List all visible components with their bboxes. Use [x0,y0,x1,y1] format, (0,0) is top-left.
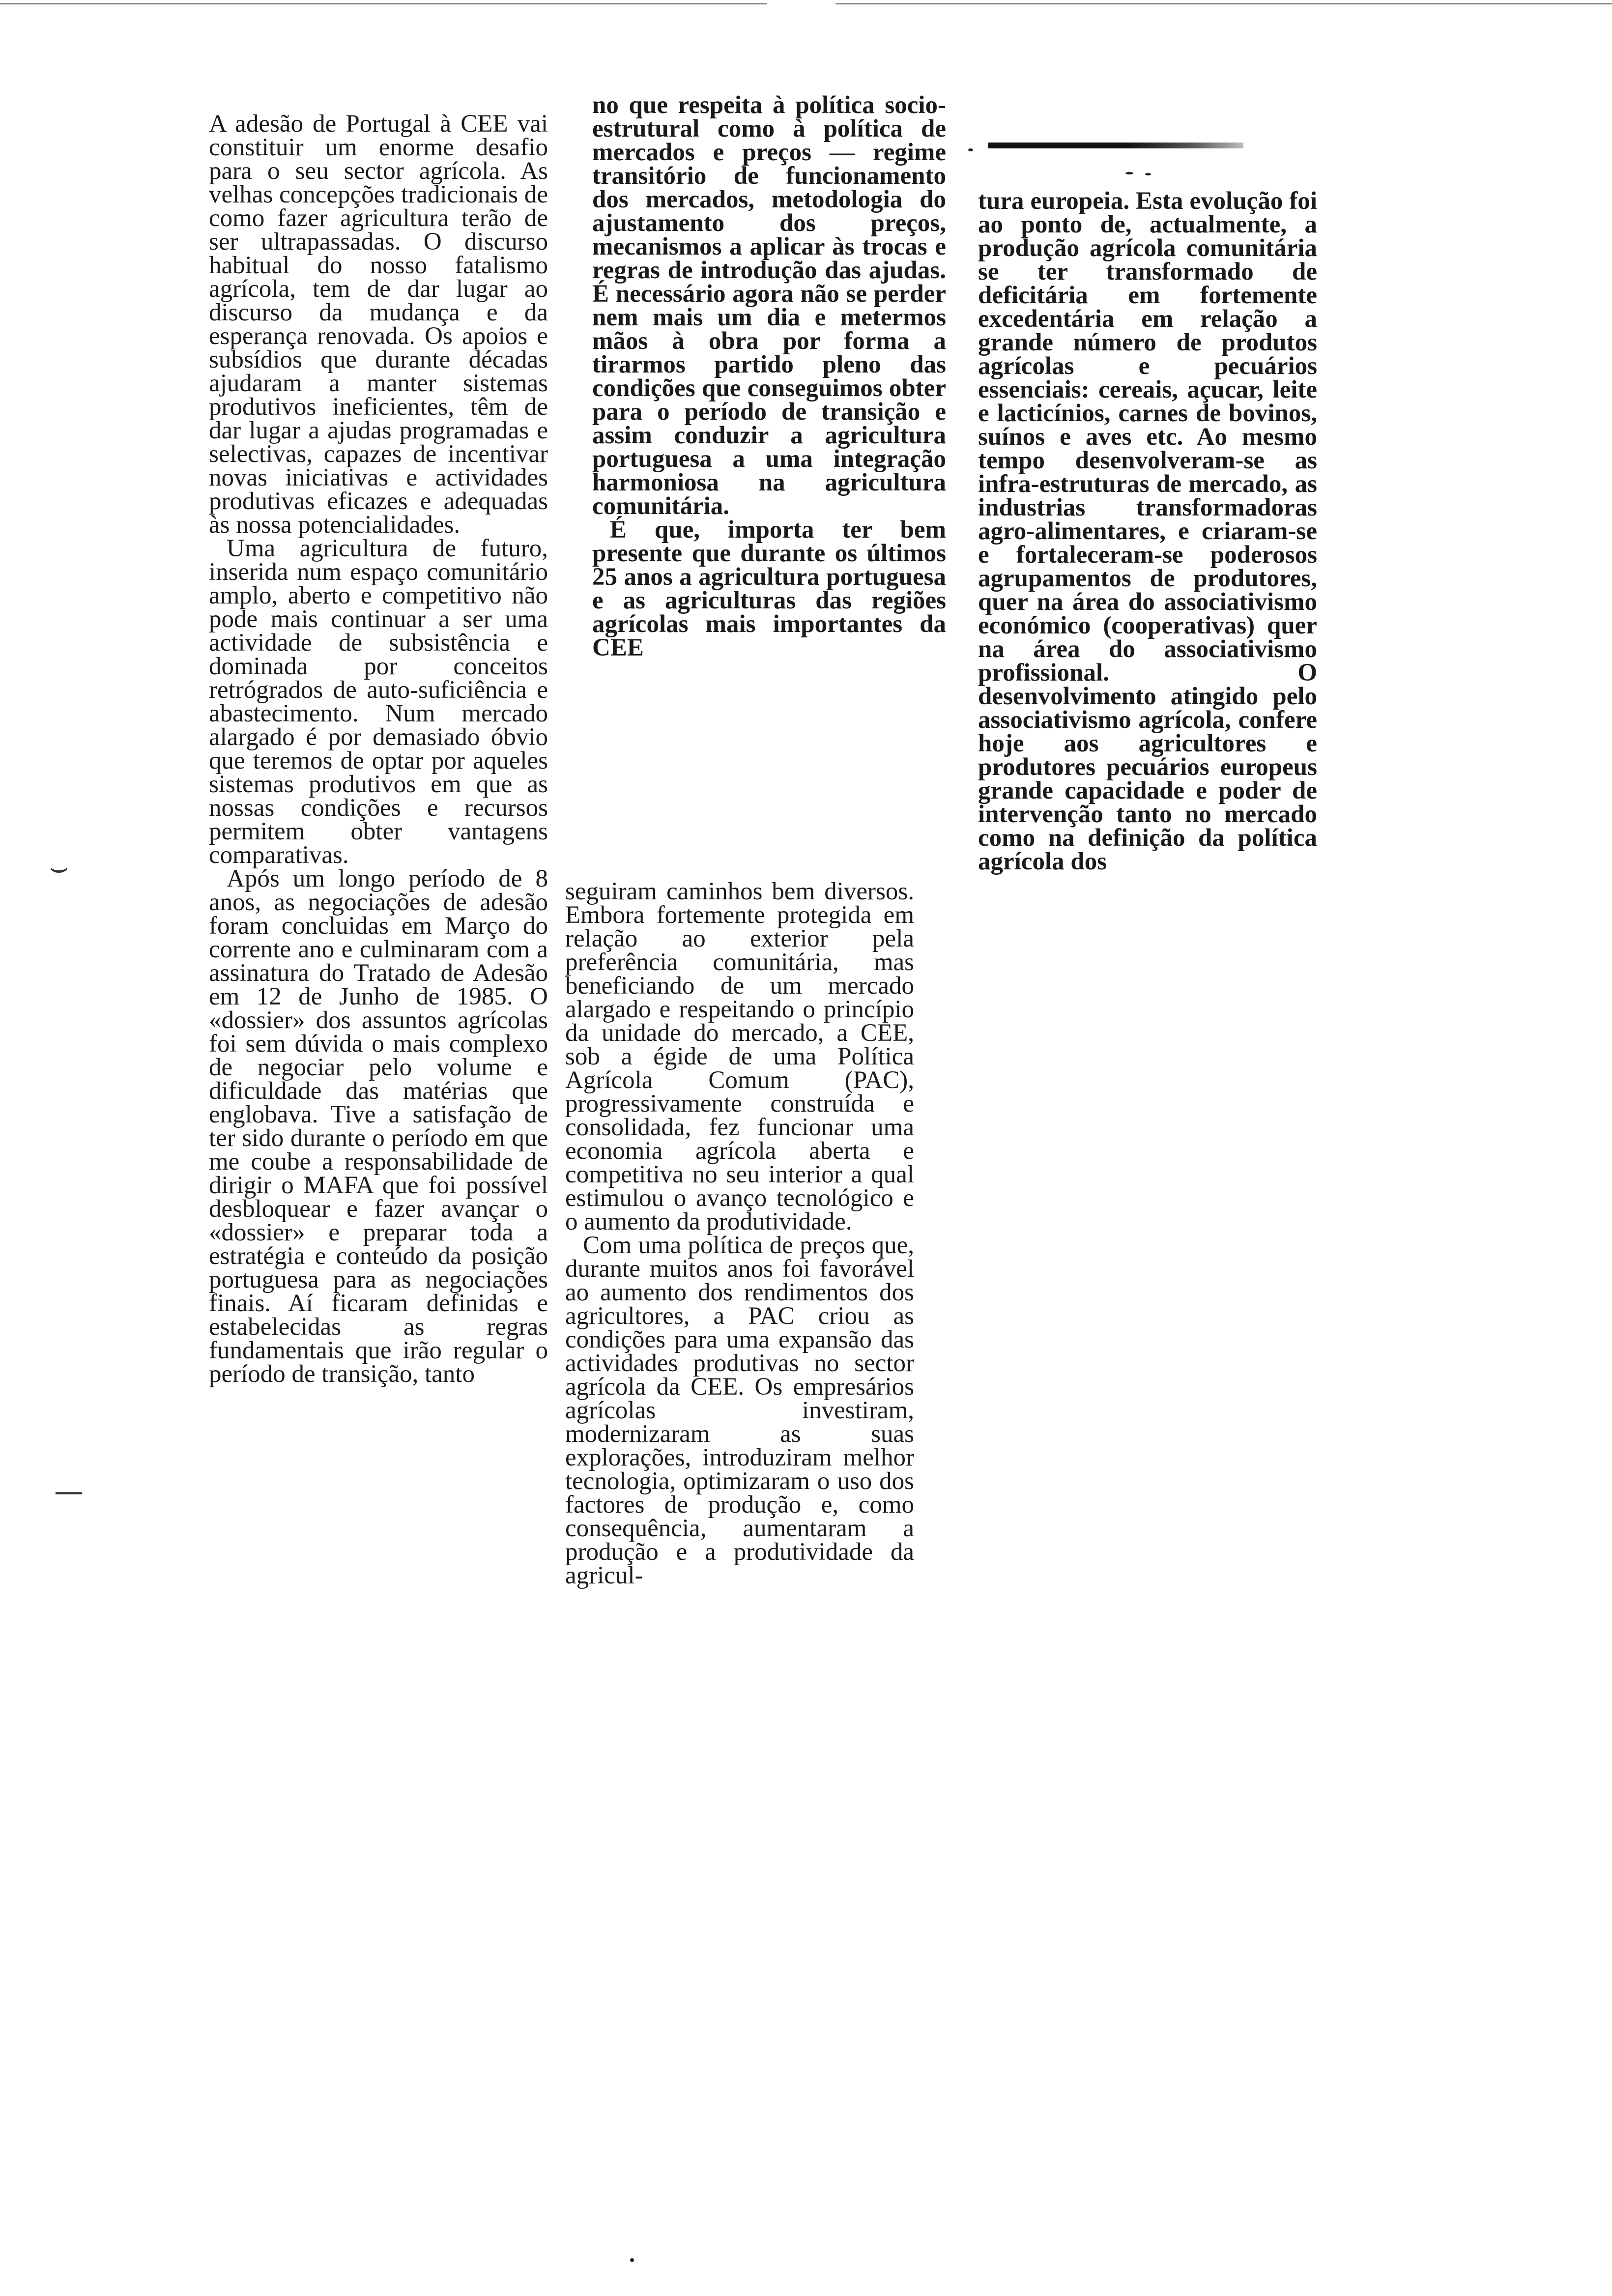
scan-artifact-dot [1145,173,1151,175]
article-column-3 [978,189,1317,1074]
article-column-2-top [592,93,946,860]
paragraph-5: É que, importa ter bem presente que durante os últimos 25 anos a agricultura portuguesa e as agriculturas das regiões agrícolas mais importantes da CEE [592,516,946,661]
scan-artifact-dot [968,148,973,151]
scan-artifact-dot [630,2258,634,2262]
scan-artifact-bar [988,143,1243,148]
paragraph-4: no que respeita à política socio-estrutural como à política de mercados e preços — regime transitório de funcionamento dos mercados, metodologia do ajustamento dos preços, mecanismos a aplicar às trocas e regras de introdução das ajudas. É necessário agora não se perder nem mais um dia e metermos mãos à obra por forma a tirarmos partido pleno das condições que conseguimos obter para o período de transição e assim conduzir a agricultura portuguesa a uma integração harmoniosa na agricultura comunitária. [592,91,946,520]
paragraph-7: Com uma política de preços que, durante muitos anos foi favorável ao aumento dos rendimentos dos agricultores, a PAC criou as condições para uma expansão das actividades produtivas no sector agrícola da CEE. Os empresários agrícolas investiram, modernizaram as suas explorações, introduziram melhor tecnologia, optimizaram o uso dos factores de produção e, como consequência, aumentaram a produção e a produtividade da agricul- [565,1232,914,1589]
margin-mark-left-upper: ⌣ [49,850,69,885]
margin-mark-left-lower: — [54,1474,84,1509]
top-scan-line-left [0,3,767,4]
paragraph-2: Uma agricultura de futuro, inserida num espaço comunitário amplo, aberto e competitivo não pode mais continuar a ser uma actividade de subsistência e dominada por conceitos retrógrados de auto-suficiência e abastecimento. Num mercado alargado é por demasiado óbvio que teremos de optar por aqueles sistemas produtivos em que as nossas condições e recursos permitem obter vantagens comparativas. [209,535,548,869]
paragraph-1: A adesão de Portugal à CEE vai constituir um enorme desafio para o seu sector agrícola. As velhas concepções tradicionais de como fazer agricultura terão de ser ultrapassadas. O discurso habitual do nosso fatalismo agrícola, tem de dar lugar ao discurso da mudança e da esperança renovada. Os apoios e subsídios que durante décadas ajudaram a manter sistemas produtivos ineficientes, têm de dar lugar a ajudas programadas e selectivas, capazes de incentivar novas iniciativas e actividades produtivas eficazes e adequadas às nossa potencialidades. [209,110,548,539]
paragraph-6: seguiram caminhos bem diversos. Embora fortemente protegida em relação ao exterior pela preferência comunitária, mas beneficiando de um mercado alargado e respeitando o princípio da unidade do mercado, a CEE, sob a égide de uma Política Agrícola Comum (PAC), progressivamente construída e consolidada, fez funcionar uma economia agrícola aberta e competitiva no seu interior a qual estimulou o avanço tecnológico e o aumento da produtividade. [565,878,914,1235]
article-column-2-bottom [565,880,914,1853]
article-column-1 [209,112,548,1832]
scan-artifact-dot [1125,172,1133,174]
top-scan-line-right [835,3,1612,4]
paragraph-3: Após um longo período de 8 anos, as negociações de adesão foram concluidas em Março do corrente ano e culminaram com a assinatura do Tratado de Adesão em 12 de Junho de 1985. O «dossier» dos assuntos agrícolas foi sem dúvida o mais complexo de negociar pelo volume e dificuldade das matérias que englobava. Tive a satisfação de ter sido durante o período em que me coube a responsabilidade de dirigir o MAFA que foi possível desbloquear e fazer avançar o «dossier» e preparar toda a estratégia e conteúdo da posição portuguesa para as negociações finais. Aí ficaram definidas e estabelecidas as regras fundamentais que irão regular o período de transição, tanto [209,865,548,1388]
paragraph-8: tura europeia. Esta evolução foi ao ponto de, actualmente, a produção agrícola comunitária se ter transformado de deficitária em fortemente excedentária em relação a grande número de produtos agrícolas e pecuários essenciais: cereais, açucar, leite e lacticínios, carnes de bovinos, suínos e aves etc. Ao mesmo tempo desenvolveram-se as infra-estruturas de mercado, as industrias transformadoras agro-alimentares, e criaram-se e fortaleceram-se poderosos agrupamentos de produtores, quer na área do associativismo económico (cooperativas) quer na área do associativismo profissional. O desenvolvimento atingido pelo associativismo agrícola, confere hoje aos agricultores e produtores pecuários europeus grande capacidade e poder de intervenção tanto no mercado como na definição da política agrícola dos [978,187,1317,875]
